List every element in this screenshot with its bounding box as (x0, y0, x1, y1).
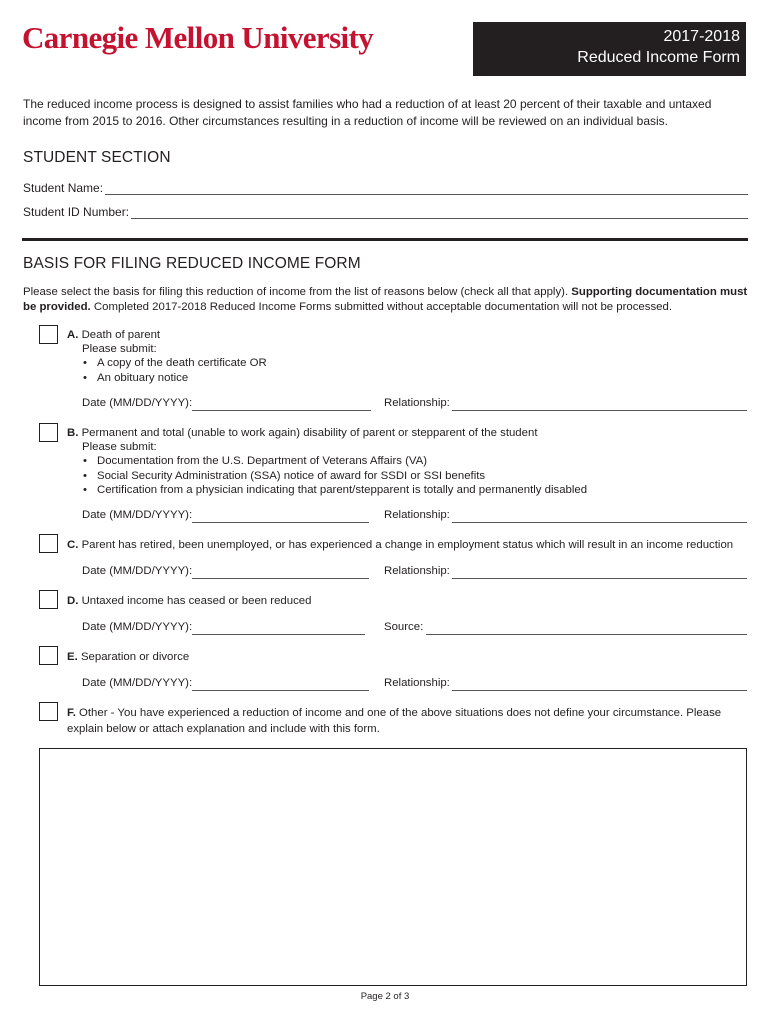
student-section-heading: STUDENT SECTION (23, 149, 171, 166)
item-d-text: Untaxed income has ceased or been reduced (81, 595, 312, 607)
item-e-date-label: Date (MM/DD/YYYY): (82, 677, 193, 689)
checkbox-d[interactable] (39, 590, 58, 609)
item-a-date-input[interactable] (192, 409, 371, 411)
item-c-relationship-input[interactable] (452, 577, 747, 579)
item-b-relationship-label: Relationship: (384, 509, 450, 521)
basis-section-heading: BASIS FOR FILING REDUCED INCOME FORM (23, 255, 361, 272)
student-id-field[interactable] (23, 205, 748, 219)
item-d-source-label: Source: (384, 621, 424, 633)
item-a-bullet: • A copy of the death certificate OR (82, 356, 747, 370)
item-b-date-input[interactable] (192, 521, 369, 523)
form-title: Reduced Income Form (577, 49, 740, 66)
item-b-bullet: • Documentation from the U.S. Department of Veterans Affairs (VA) (82, 454, 747, 468)
student-id-label: Student ID Number: (23, 205, 130, 219)
item-a-letter: A. (67, 329, 79, 341)
item-c (67, 538, 757, 552)
student-name-field[interactable] (23, 181, 748, 195)
item-e (67, 650, 747, 664)
item-a-submit: Please submit: (82, 343, 157, 356)
item-b-text: Permanent and total (unable to work again) disability of parent or stepparent of the student (81, 427, 538, 439)
form-title-box (473, 22, 746, 76)
item-c-date-label: Date (MM/DD/YYYY): (82, 565, 193, 577)
item-b-bullet: • Social Security Administration (SSA) notice of award for SSDI or SSI benefits (82, 469, 747, 483)
item-c-letter: C. (67, 539, 79, 551)
basis-instructions (23, 285, 749, 314)
item-d-source-input[interactable] (426, 633, 747, 635)
item-b-date-label: Date (MM/DD/YYYY): (82, 509, 193, 521)
item-b-bullet: • Certification from a physician indicating that parent/stepparent is totally and permanently disabled (82, 483, 747, 497)
item-d-letter: D. (67, 595, 79, 607)
item-f (67, 706, 727, 737)
explanation-textbox[interactable] (39, 748, 747, 986)
form-year: 2017-2018 (663, 28, 740, 45)
checkbox-e[interactable] (39, 646, 58, 665)
basis-instruction: Please select the basis for filing this reduction of income from the list of reasons below (check all that apply). (23, 286, 569, 298)
item-b (67, 426, 747, 497)
checkbox-f[interactable] (39, 702, 58, 721)
item-a (67, 328, 747, 385)
item-a-text: Death of parent (81, 329, 161, 341)
item-e-relationship-input[interactable] (452, 689, 747, 691)
item-e-relationship-label: Relationship: (384, 677, 450, 689)
item-e-text: Separation or divorce (80, 651, 190, 663)
item-e-letter: E. (67, 651, 78, 663)
item-f-text: Other - You have experienced a reduction of income and one of the above situations does not define your circumstance. Please explain below or attach explanation and include with this form. (67, 707, 722, 735)
checkbox-b[interactable] (39, 423, 58, 442)
item-a-relationship-input[interactable] (452, 409, 747, 411)
item-b-letter: B. (67, 427, 79, 439)
item-d-date-input[interactable] (192, 633, 365, 635)
item-a-relationship-label: Relationship: (384, 397, 450, 409)
item-d (67, 594, 747, 608)
item-c-date-input[interactable] (192, 577, 369, 579)
item-f-letter: F. (67, 707, 76, 719)
item-b-submit: Please submit: (82, 441, 157, 454)
university-logo: Carnegie Mellon University (22, 20, 374, 55)
checkbox-c[interactable] (39, 534, 58, 553)
item-a-bullet: • An obituary notice (82, 371, 747, 385)
item-c-relationship-label: Relationship: (384, 565, 450, 577)
page-number: Page 2 of 3 (360, 991, 410, 1002)
section-divider (22, 238, 748, 241)
item-e-date-input[interactable] (192, 689, 369, 691)
intro-paragraph: The reduced income process is designed to assist families who had a reduction of at least 20 percent of their taxable and untaxed income from 2015 to 2016. Other circumstances resulting in a reduction of income will be reviewed on an individual basis. (23, 97, 712, 128)
student-name-input[interactable] (105, 182, 748, 195)
student-id-input[interactable] (131, 206, 748, 219)
item-c-text: Parent has retired, been unemployed, or has experienced a change in employment status which will result in an income reduction (81, 539, 734, 551)
basis-instruction-tail: Completed 2017-2018 Reduced Income Forms submitted without acceptable documentation will not be processed. (93, 300, 672, 313)
item-a-date-label: Date (MM/DD/YYYY): (82, 397, 193, 409)
item-d-date-label: Date (MM/DD/YYYY): (82, 621, 193, 633)
basis-instruction-bold: Supporting documentation must be provided. (23, 286, 748, 313)
student-name-label: Student Name: (23, 181, 104, 195)
checkbox-a[interactable] (39, 325, 58, 344)
item-b-relationship-input[interactable] (452, 521, 747, 523)
